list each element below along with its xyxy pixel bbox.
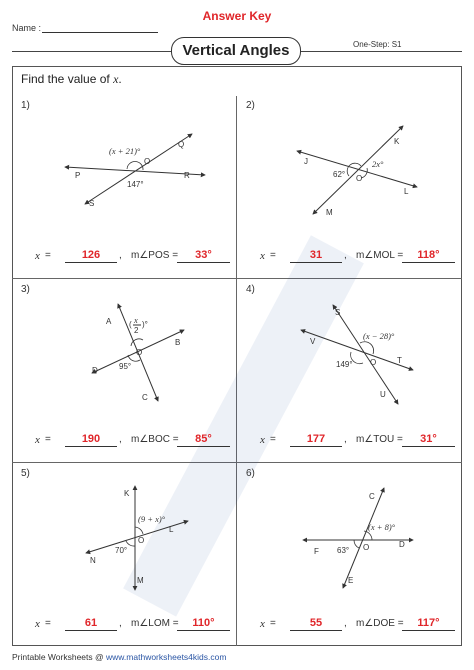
expr-left: 70° <box>115 546 128 555</box>
problem-4 <box>237 280 461 466</box>
label-o: O <box>144 157 151 166</box>
label-o: O <box>138 536 145 545</box>
x-variable: x <box>260 250 265 262</box>
x-answer: 61 <box>65 617 117 631</box>
instruction-text: Find the value of x. <box>21 72 122 86</box>
label-e: E <box>348 576 354 585</box>
x-answer: 190 <box>65 433 117 447</box>
label-n: N <box>90 556 96 565</box>
angle-answer: 85° <box>177 433 230 447</box>
label-p: P <box>75 171 81 180</box>
name-label: Name : <box>12 23 42 33</box>
label-o: O <box>136 348 143 357</box>
expr-top: (x + 21)° <box>109 146 141 156</box>
problem-5 <box>12 464 236 650</box>
answer-key-heading: Answer Key <box>202 9 272 23</box>
x-answer: 126 <box>65 249 117 263</box>
x-variable: x <box>260 618 265 630</box>
paren-open: ( <box>129 320 132 329</box>
answer-row <box>237 615 461 635</box>
separator: , <box>344 250 347 261</box>
problem-number: 3) <box>21 284 30 295</box>
angle-answer: 110° <box>177 617 230 631</box>
problem-3 <box>12 280 236 466</box>
problem-2 <box>237 96 461 282</box>
equals-sign: = <box>270 250 276 261</box>
separator: , <box>119 434 122 445</box>
angle-measure-label: m∠MOL = <box>356 250 404 261</box>
angle-answer: 117° <box>402 617 455 631</box>
angle-measure-label: m∠LOM = <box>131 618 179 629</box>
equals-sign: = <box>45 434 51 445</box>
line-su <box>333 305 398 404</box>
label-r: R <box>184 171 190 180</box>
angle-measure-label: m∠TOU = <box>356 434 403 445</box>
problem-number: 1) <box>21 100 30 111</box>
label-a: A <box>106 317 112 326</box>
equals-sign: = <box>45 618 51 629</box>
label-l: L <box>169 525 174 534</box>
label-o: O <box>356 174 363 183</box>
answer-row <box>237 431 461 451</box>
problem-number: 4) <box>246 284 255 295</box>
x-answer: 177 <box>290 433 342 447</box>
answer-row <box>12 615 236 635</box>
angle-answer: 31° <box>402 433 455 447</box>
separator: , <box>119 618 122 629</box>
x-variable: x <box>35 618 40 630</box>
problem-number: 5) <box>21 468 30 479</box>
frac-numerator: x <box>134 315 138 325</box>
label-j: J <box>304 157 308 166</box>
equals-sign: = <box>45 250 51 261</box>
expr-left: 63° <box>337 546 350 555</box>
x-variable: x <box>35 250 40 262</box>
label-k: K <box>124 489 130 498</box>
label-k: K <box>394 137 400 146</box>
angle-answer: 33° <box>177 249 230 263</box>
label-m: M <box>326 208 333 217</box>
answer-row <box>12 431 236 451</box>
label-l: L <box>404 187 409 196</box>
expr-top: (x − 28)° <box>363 331 395 341</box>
angle-measure-label: m∠DOE = <box>356 618 404 629</box>
problem-1 <box>12 96 236 282</box>
x-variable: x <box>260 434 265 446</box>
answer-row <box>12 247 236 267</box>
x-answer: 31 <box>290 249 342 263</box>
separator: , <box>119 250 122 261</box>
paren-close: )° <box>142 320 148 329</box>
problem-number: 6) <box>246 468 255 479</box>
label-d: D <box>92 366 98 375</box>
label-q: Q <box>178 140 185 149</box>
angle-answer: 118° <box>402 249 455 263</box>
frac-denominator: 2 <box>134 326 139 335</box>
expr-left: 62° <box>333 170 346 179</box>
expr-left: 149° <box>336 360 353 369</box>
angle-measure-label: m∠POS = <box>131 250 179 261</box>
line-ce <box>343 488 384 588</box>
label-o: O <box>370 358 377 367</box>
label-c: C <box>369 492 375 501</box>
page-title: Vertical Angles <box>171 37 301 65</box>
equals-sign: = <box>270 434 276 445</box>
problem-number: 2) <box>246 100 255 111</box>
label-d: D <box>399 540 405 549</box>
footer-link[interactable]: www.mathworksheets4kids.com <box>105 652 227 662</box>
label-s: S <box>335 308 341 317</box>
line-km <box>313 126 403 214</box>
name-field-line <box>42 32 158 33</box>
label-v: V <box>310 337 316 346</box>
label-s: S <box>89 199 95 208</box>
label-m: M <box>137 576 144 585</box>
angle-measure-label: m∠BOC = <box>131 434 179 445</box>
label-u: U <box>380 390 386 399</box>
expr-top: (x + 8)° <box>368 522 396 532</box>
expr-bottom: 147° <box>127 180 144 189</box>
label-t: T <box>397 356 402 365</box>
expr-bottom: 95° <box>119 362 132 371</box>
expr-right: 2x° <box>372 159 384 169</box>
label-c: C <box>142 393 148 402</box>
worksheet-code: One-Step: S1 <box>353 40 402 49</box>
separator: , <box>344 618 347 629</box>
label-f: F <box>314 547 319 556</box>
equals-sign: = <box>270 618 276 629</box>
x-variable: x <box>35 434 40 446</box>
footer-text: Printable Worksheets @ www.mathworksheets4kids.com <box>12 652 227 662</box>
answer-row <box>237 247 461 267</box>
separator: , <box>344 434 347 445</box>
label-b: B <box>175 338 181 347</box>
problem-6 <box>237 464 461 650</box>
label-o: O <box>363 543 370 552</box>
expr-fraction <box>129 315 148 335</box>
x-answer: 55 <box>290 617 342 631</box>
expr-top: (9 + x)° <box>138 514 166 524</box>
